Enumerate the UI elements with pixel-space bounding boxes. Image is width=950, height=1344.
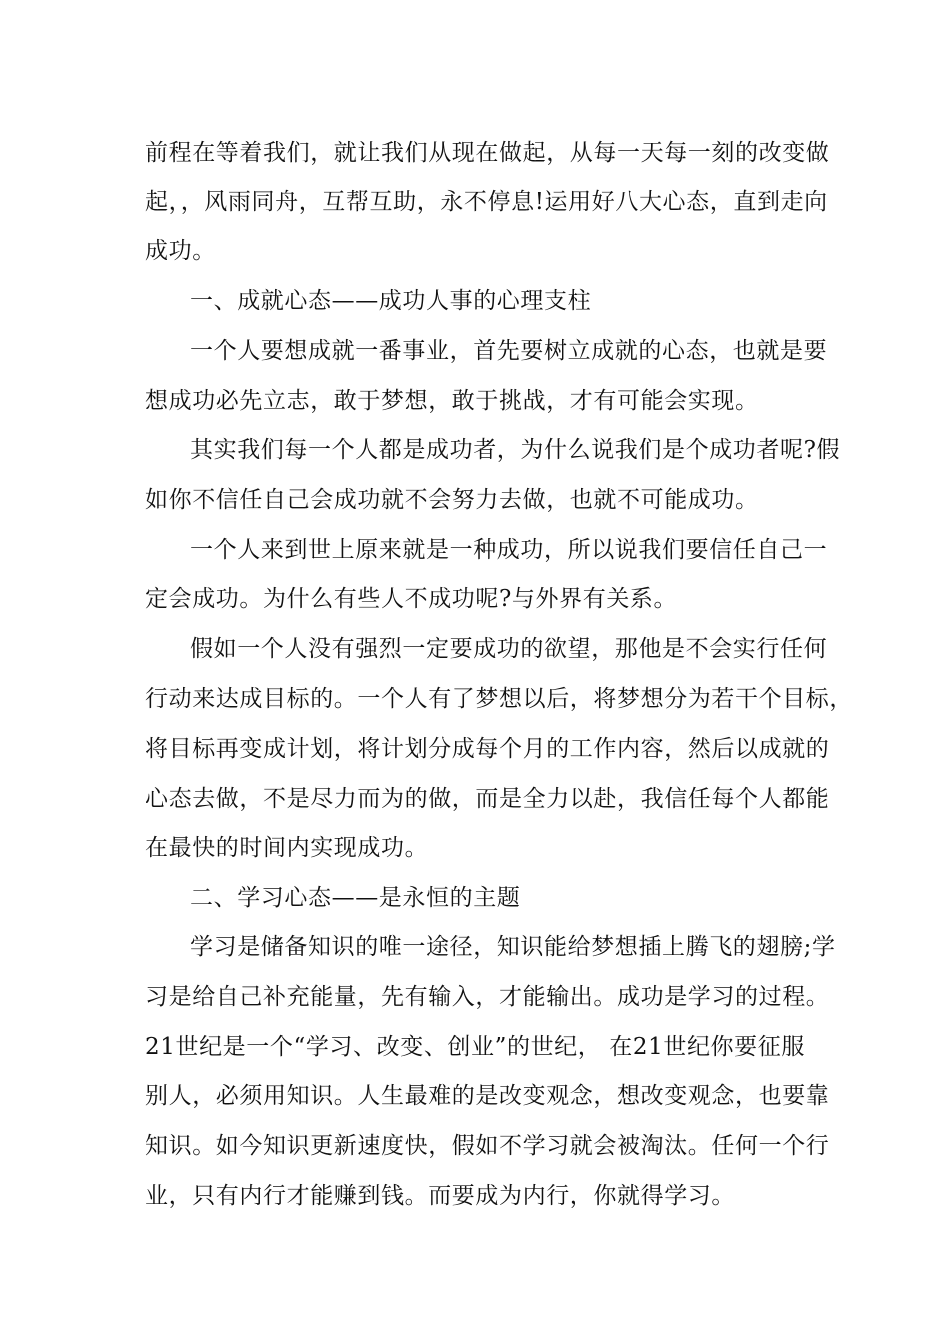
paragraph-line: 业，只有内行才能赚到钱。而要成为内行，你就得学习。	[145, 1183, 735, 1209]
paragraph-line: 一个人来到世上原来就是一种成功，所以说我们要信任自己一	[190, 537, 828, 563]
paragraph-line: 想成功必先立志，敢于梦想，敢于挑战，才有可能会实现。	[145, 388, 759, 414]
paragraph-line: 行动来达成目标的。一个人有了梦想以后，将梦想分为若干个目标，	[145, 686, 853, 712]
paragraph-line: 习是给自己补充能量，先有输入，才能输出。成功是学习的过程。	[145, 984, 830, 1010]
paragraph-line: 学习是储备知识的唯一途径，知识能给梦想插上腾飞的翅膀;学	[190, 934, 836, 960]
paragraph-line: 在最快的时间内实现成功。	[145, 835, 429, 861]
paragraph-line: 将目标再变成计划，将计划分成每个月的工作内容，然后以成就的	[145, 736, 830, 762]
paragraph-line: 成功。	[145, 238, 216, 264]
paragraph-line: 起，，风雨同舟，互帮互助，永不停息!运用好八大心态，直到走向	[145, 189, 828, 215]
paragraph-line: 一个人要想成就一番事业，首先要树立成就的心态，也就是要	[190, 338, 828, 364]
paragraph-line: 21世纪是一个“学习、改变、创业”的世纪， 在21世纪你要征服	[145, 1034, 805, 1060]
paragraph-line: 心态去做，不是尽力而为的做，而是全力以赴，我信任每个人都能	[145, 786, 830, 812]
section-heading: 二、学习心态——是永恒的主题	[190, 885, 521, 911]
paragraph-line: 假如一个人没有强烈一定要成功的欲望，那他是不会实行任何	[190, 636, 828, 662]
paragraph-line: 知识。如今知识更新速度快，假如不学习就会被淘汰。任何一个行	[145, 1133, 830, 1159]
section-heading: 一、成就心态——成功人事的心理支柱	[190, 288, 592, 314]
paragraph-line: 定会成功。为什么有些人不成功呢?与外界有关系。	[145, 586, 678, 612]
paragraph-line: 其实我们每一个人都是成功者，为什么说我们是个成功者呢?假	[190, 437, 841, 463]
paragraph-line: 如你不信任自己会成功就不会努力去做，也就不可能成功。	[145, 487, 759, 513]
paragraph-line: 别人，必须用知识。人生最难的是改变观念，想改变观念，也要靠	[145, 1083, 830, 1109]
paragraph-line: 前程在等着我们，就让我们从现在做起，从每一天每一刻的改变做	[145, 140, 830, 166]
